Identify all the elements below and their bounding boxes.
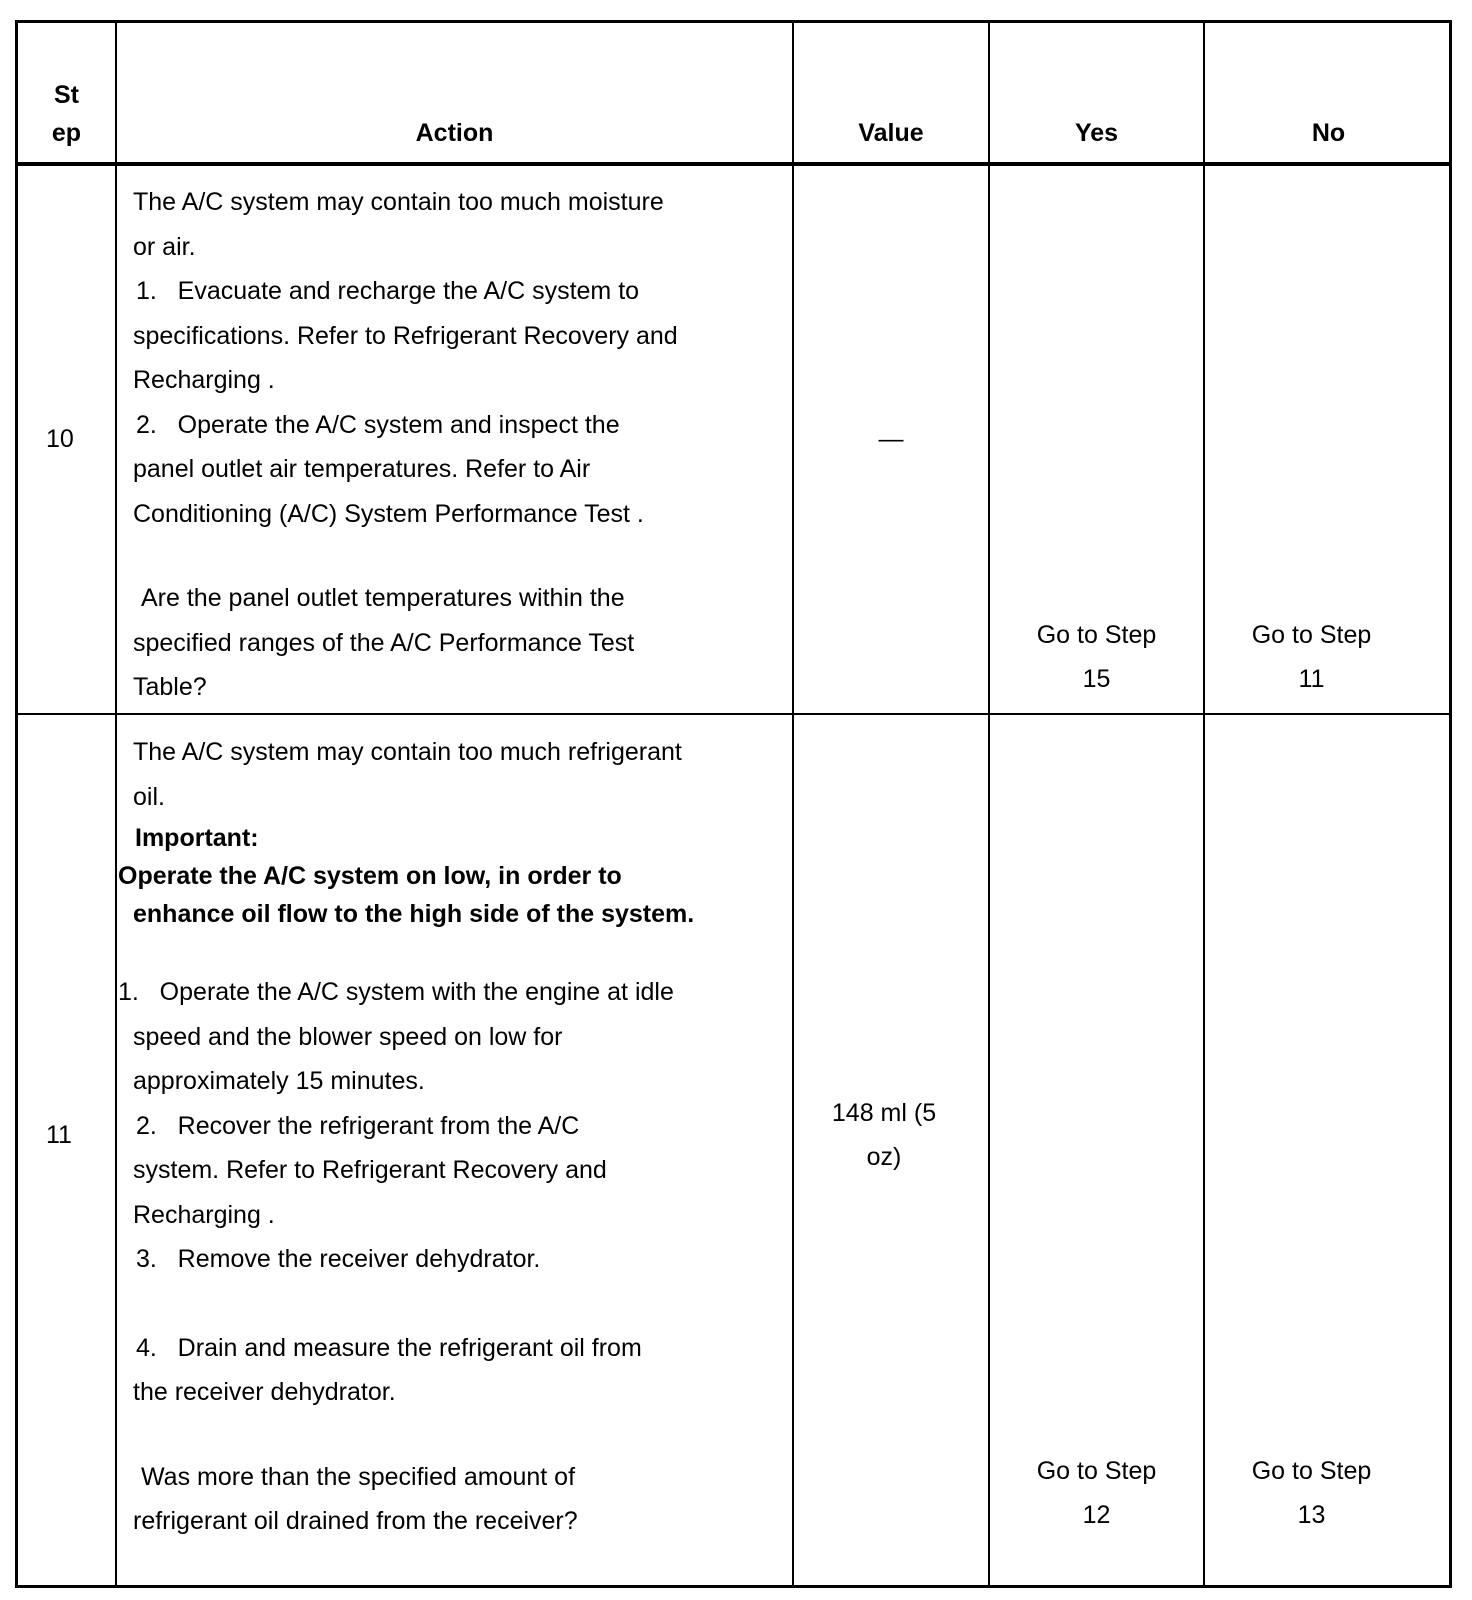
column-divider: [988, 23, 990, 1585]
row-divider: [18, 713, 1449, 715]
diagnostic-table: [15, 20, 1452, 1588]
action-step-11: The A/C system may contain too much refrigerant oil. Important: Operate the A/C system on low, in order to enhance oil flow to the high side of the system. 1. Operate the A/C system with the engine at idle speed and the blower speed on low for approximately 15 minutes. 2. Recover the refrigerant from the A/C system. Refer to Refrigerant Recovery and Recharging . 3. Remove the receiver dehydrator. 4. Drain and measure the refrigerant oil from the receiver dehydrator. Was more than the specified amount of refrigerant oil drained from the receiver?: [118, 730, 788, 1544]
yes-goto-step-11: Go to Step 12: [1036, 1457, 1157, 1529]
header-no: No: [1311, 119, 1346, 147]
step-number-11: 11: [46, 1121, 72, 1149]
no-goto-step-11: Go to Step 13: [1251, 1457, 1372, 1529]
action-step-10: The A/C system may contain too much moisture or air. 1. Evacuate and recharge the A/C system to specifications. Refer to Refrigerant Recovery and Recharging . 2. Operate the A/C system and inspect the panel outlet air temperatures. Refer to Air Conditioning (A/C) System Performance Test . Are the panel outlet temperatures within the specified ranges of the A/C Performance Test Table?: [133, 188, 678, 701]
header-value: Value: [858, 119, 924, 147]
header-step: St ep: [51, 81, 82, 147]
important-note: Operate the A/C system on low, in order to: [118, 862, 622, 890]
important-label: Important:: [135, 824, 259, 852]
column-divider: [115, 23, 117, 1585]
step-number-10: 10: [46, 425, 74, 453]
yes-goto-step-10: Go to Step 15: [1036, 621, 1157, 693]
value-step-10: —: [878, 425, 904, 453]
header-divider: [18, 162, 1449, 166]
column-divider: [1203, 23, 1205, 1585]
column-divider: [792, 23, 794, 1585]
header-yes: Yes: [1074, 119, 1119, 147]
no-goto-step-10: Go to Step 11: [1251, 621, 1372, 693]
value-step-11: 148 ml (5 oz): [831, 1099, 937, 1171]
header-action: Action: [415, 119, 494, 147]
